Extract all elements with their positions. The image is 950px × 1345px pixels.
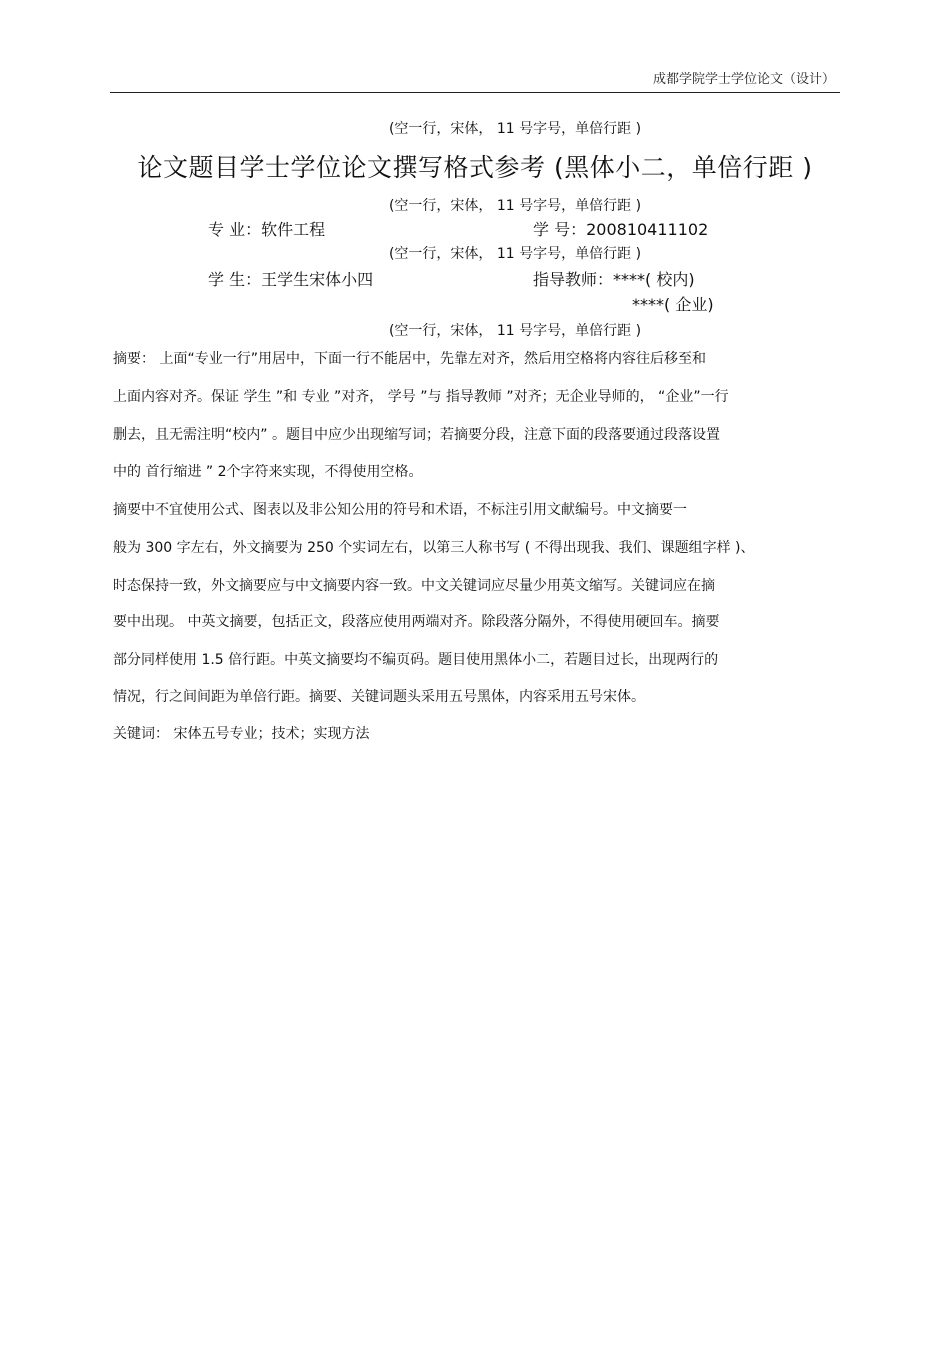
blank-line-note — [0, 118, 950, 138]
major-label: 专 业： — [208, 220, 262, 239]
advisor-enterprise-row — [632, 292, 714, 315]
blank-line-note-text: (空一行，宋体， 11 号字号，单倍行距 ) — [388, 323, 642, 339]
abstract-line: 般为 300 字左右，外文摘要为 250 个实词左右，以第三人称书写 ( 不得出现我、我们、课题组字样 )、 — [113, 540, 755, 556]
advisor-row — [533, 267, 695, 290]
student-label: 学 生： — [208, 270, 262, 289]
major-value: 软件工程 — [261, 220, 326, 239]
abstract-line: 要中出现。 中英文摘要，包括正文，段落应使用两端对齐。除段落分隔外，不得使用硬回车。摘要 — [113, 614, 720, 630]
abstract-line: 时态保持一致，外文摘要应与中文摘要内容一致。中文关键词应尽量少用英文缩写。关键词应在摘 — [113, 578, 715, 594]
blank-line-note-text: (空一行，宋体， 11 号字号，单倍行距 ) — [388, 246, 642, 262]
abstract-line: 部分同样使用 1.5 倍行距。中英文摘要均不编页码。题目使用黑体小二，若题目过长，出现两行的 — [113, 652, 719, 668]
advisor-label: 指导教师： — [533, 270, 614, 289]
student-value: 王学生宋体小四 — [261, 270, 374, 289]
student-row — [208, 267, 373, 290]
keywords-line: 关键词： 宋体五号专业；技术；实现方法 — [113, 726, 370, 742]
page-title: 论文题目学士学位论文撰写格式参考 (黑体小二，单倍行距 ) — [137, 153, 813, 182]
header-rule — [110, 92, 840, 93]
running-header: 成都学院学士学位论文（设计） — [652, 72, 835, 87]
abstract-line: 情况，行之间间距为单倍行距。摘要、关键词题头采用五号黑体，内容采用五号宋体。 — [113, 689, 645, 705]
abstract-line: 上面内容对齐。保证 学生 ”和 专业 ”对齐， 学号 ”与 指导教师 ”对齐；无企业导师的， “企业”一行 — [113, 389, 729, 405]
abstract-line: 摘要中不宜使用公式、图表以及非公知公用的符号和术语，不标注引用文献编号。中文摘要一 — [113, 502, 687, 518]
abstract-line: 中的 首行缩进 ” 2个字符来实现，不得使用空格。 — [113, 464, 423, 480]
blank-line-note — [0, 243, 950, 263]
blank-line-note — [0, 320, 950, 340]
blank-line-note-text: (空一行，宋体， 11 号字号，单倍行距 ) — [388, 198, 642, 214]
student-id-value: 200810411102 — [586, 220, 709, 239]
abstract-line: 删去，且无需注明“校内” 。题目中应少出现缩写词；若摘要分段，注意下面的段落要通过段落设置 — [113, 427, 720, 443]
advisor-enterprise: ****( 企业) — [632, 295, 714, 314]
abstract-line: 摘要： 上面“专业一行”用居中，下面一行不能居中，先靠左对齐，然后用空格将内容往后移至和 — [113, 351, 706, 367]
blank-line-note — [0, 195, 950, 215]
advisor-internal: ****( 校内) — [613, 270, 695, 289]
student-id-label: 学 号： — [533, 220, 587, 239]
blank-line-note-text: (空一行，宋体， 11 号字号，单倍行距 ) — [388, 121, 642, 137]
major-row — [208, 217, 325, 240]
student-id-row — [533, 217, 708, 240]
